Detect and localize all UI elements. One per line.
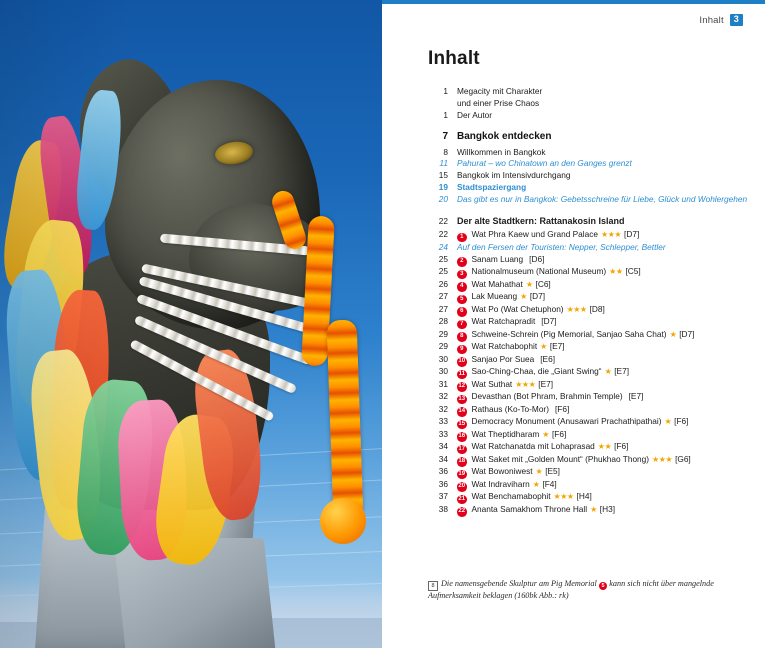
rating-stars: ★ <box>604 367 612 377</box>
map-marker-icon: 17 <box>457 445 467 455</box>
toc-page: 22 <box>438 229 448 240</box>
map-grid-ref: [H4] <box>576 491 592 502</box>
toc-label: Wat Mahathat <box>471 278 523 289</box>
toc-page: 34 <box>438 441 448 452</box>
toc-row[interactable] <box>428 329 738 342</box>
toc-page: 1 <box>443 109 448 120</box>
toc-row[interactable] <box>428 229 738 242</box>
toc-label: Wat Po (Wat Chetuphon) <box>471 303 564 314</box>
map-grid-ref: [E7] <box>538 378 554 389</box>
toc-label: Megacity mit Charakter <box>457 86 543 96</box>
toc-page: 29 <box>438 328 448 339</box>
toc-label: Schweine-Schrein (Pig Memorial, Sanjao Saha Chat) <box>471 328 667 339</box>
toc-label: Der alte Stadtkern: Rattanakosin Island <box>457 215 625 226</box>
toc-page: 28 <box>438 316 448 327</box>
toc-label: Bangkok entdecken <box>457 131 552 143</box>
map-marker-icon: 2 <box>457 257 467 267</box>
running-head-label: Inhalt <box>699 14 724 26</box>
toc-row[interactable] <box>428 254 738 267</box>
toc-row[interactable] <box>428 266 738 279</box>
rating-stars: ★ <box>590 504 597 514</box>
map-marker-icon: 7 <box>457 320 467 330</box>
rating-stars: ★ <box>525 279 533 289</box>
toc-row[interactable] <box>428 479 738 492</box>
page-number: 3 <box>730 14 743 26</box>
map-grid-ref: [D7] <box>529 291 546 302</box>
toc-label: Lak Mueang <box>471 291 518 302</box>
toc-page: 15 <box>438 170 448 181</box>
map-marker-icon: 4 <box>457 282 467 292</box>
toc-label: Bangkok im Intensivdurchgang <box>457 170 571 181</box>
toc-row-highlight[interactable] <box>428 182 738 194</box>
toc-label: Willkommen in Bangkok <box>457 146 546 157</box>
toc-label: Wat Benchamabophit <box>471 491 551 502</box>
photo-number-icon: 8 <box>428 581 438 591</box>
map-grid-ref: [D7] <box>541 316 557 327</box>
rating-stars: ★ <box>535 467 543 477</box>
toc-row[interactable] <box>428 466 738 479</box>
toc-page: 25 <box>438 253 448 264</box>
map-grid-ref: [C6] <box>535 278 551 289</box>
toc-row[interactable] <box>428 316 738 329</box>
toc-page: 38 <box>438 503 448 514</box>
toc-row[interactable] <box>428 416 738 429</box>
toc-label: Das gibt es nur in Bangkok: Gebetsschreine für Liebe, Glück und Wohlergehen <box>457 193 748 204</box>
map-marker-icon: 3 <box>457 270 467 280</box>
rating-stars: ★★★ <box>601 230 622 240</box>
rating-stars: ★ <box>669 329 677 339</box>
map-grid-ref: [D7] <box>624 229 640 240</box>
toc-row[interactable] <box>428 304 738 317</box>
content-panel <box>382 0 765 648</box>
rating-stars: ★★★ <box>652 454 673 464</box>
map-grid-ref: [D7] <box>679 328 695 339</box>
caption-text-after: kann sich nicht über mangelnde Aufmerksamkeit beklagen (160bk Abb.: rk) <box>428 579 714 601</box>
toc-page: 34 <box>438 453 448 464</box>
map-grid-ref: [E7] <box>549 341 565 352</box>
map-marker-icon: 1 <box>457 233 467 243</box>
map-grid-ref: [F6] <box>551 428 567 439</box>
toc-row[interactable] <box>428 354 738 367</box>
header-rule <box>382 0 765 4</box>
toc-page: 33 <box>438 416 448 427</box>
toc-page: 36 <box>438 478 448 489</box>
toc-label: und einer Prise Chaos <box>457 97 540 108</box>
toc-label: Wat Suthat <box>471 378 513 389</box>
toc-label: Wat Ratchabophit <box>471 341 538 352</box>
map-marker-icon: 20 <box>457 482 467 492</box>
rating-stars: ★ <box>664 417 672 427</box>
map-marker-icon: 15 <box>457 420 467 430</box>
toc-row[interactable] <box>428 429 738 442</box>
map-grid-ref: [H3] <box>599 503 615 514</box>
map-grid-ref: [E7] <box>614 366 629 377</box>
toc-label: Wat Phra Kaew und Grand Palace <box>471 229 599 240</box>
toc-page: 8 <box>443 146 448 157</box>
caption-text-before: Die namensgebende Skulptur am Pig Memorial <box>441 579 597 588</box>
rating-stars: ★★★ <box>566 304 587 314</box>
toc-row[interactable] <box>428 366 738 379</box>
toc-page: 11 <box>439 158 448 169</box>
map-grid-ref: [E5] <box>545 466 560 477</box>
table-of-contents <box>428 86 748 516</box>
toc-label: Democracy Monument (Anusawari Prachathipathai) <box>471 416 662 427</box>
rating-stars: ★ <box>542 429 549 439</box>
map-grid-ref: [F6] <box>614 441 629 452</box>
map-marker-icon: 10 <box>457 357 467 367</box>
map-grid-ref: [E7] <box>628 391 644 402</box>
toc-label: Auf den Fersen der Touristen: Nepper, Schlepper, Bettler <box>457 241 666 252</box>
toc-row[interactable] <box>428 291 738 304</box>
toc-row[interactable] <box>428 404 738 417</box>
rating-stars: ★ <box>532 479 540 489</box>
rating-stars: ★★★ <box>553 492 574 502</box>
toc-row[interactable] <box>428 279 738 292</box>
running-head <box>699 14 743 26</box>
toc-page: 27 <box>438 303 448 314</box>
toc-label: Wat Indraviharn <box>471 478 530 489</box>
toc-label: Nationalmuseum (National Museum) <box>471 266 607 277</box>
rating-stars: ★ <box>520 292 527 302</box>
map-grid-ref: [F6] <box>674 416 689 427</box>
map-grid-ref: [G6] <box>675 453 691 464</box>
map-marker-icon: 9 <box>457 345 467 355</box>
toc-row[interactable] <box>428 504 738 517</box>
map-marker-icon: 22 <box>457 507 467 517</box>
map-marker-icon: 6 <box>457 307 467 317</box>
map-marker-icon: 21 <box>457 495 467 505</box>
toc-row[interactable] <box>428 441 738 454</box>
toc-row-highlight[interactable] <box>428 158 738 170</box>
toc-page: 31 <box>438 378 448 389</box>
toc-row[interactable] <box>428 454 738 467</box>
rating-stars: ★★ <box>597 442 612 452</box>
map-marker-icon: 18 <box>457 457 467 467</box>
toc-page: 26 <box>438 278 448 289</box>
toc-page: 1 <box>443 86 448 96</box>
toc-page: 22 <box>438 215 448 226</box>
rating-stars: ★ <box>540 342 547 352</box>
toc-section-row[interactable] <box>428 130 738 144</box>
map-marker-icon: 5 <box>599 582 608 591</box>
photo-panel <box>0 0 382 648</box>
map-marker-icon: 5 <box>457 295 467 305</box>
toc-row[interactable] <box>428 341 738 354</box>
map-marker-icon: 11 <box>457 370 467 380</box>
toc-page: 37 <box>438 491 448 502</box>
toc-page: 32 <box>438 403 448 414</box>
map-grid-ref: [D8] <box>589 303 605 314</box>
pig-memorial-statue <box>10 20 340 490</box>
toc-row[interactable] <box>428 110 738 122</box>
toc-label: Rathaus (Ko-To-Mor) <box>471 403 549 414</box>
toc-label: Stadtspaziergang <box>457 181 527 192</box>
toc-row[interactable] <box>428 391 738 404</box>
rating-stars: ★★★ <box>515 379 536 389</box>
toc-row-highlight[interactable] <box>428 242 738 254</box>
toc-label: Wat Ratchanatda mit Lohaprasad <box>471 441 595 452</box>
toc-label: Wat Ratchapradit <box>471 316 536 327</box>
toc-label: Sanam Luang <box>471 253 524 264</box>
map-grid-ref: [C5] <box>625 266 641 277</box>
toc-label: Pahurat – wo Chinatown an den Ganges grenzt <box>457 158 632 169</box>
map-grid-ref: [F6] <box>554 403 570 414</box>
map-marker-icon: 14 <box>457 407 467 417</box>
toc-page: 24 <box>438 241 448 252</box>
toc-label: Ananta Samakhom Throne Hall <box>471 503 588 514</box>
toc-label: Der Autor <box>457 109 493 120</box>
toc-row[interactable] <box>428 491 738 504</box>
toc-page: 7 <box>442 131 448 143</box>
toc-page: 36 <box>438 466 448 477</box>
page-title: Inhalt <box>428 48 480 69</box>
map-grid-ref: [E6] <box>540 353 555 364</box>
toc-page: 32 <box>438 391 448 402</box>
map-marker-icon: 13 <box>457 395 467 405</box>
toc-page: 25 <box>438 266 448 277</box>
map-marker-icon: 8 <box>457 332 467 342</box>
marigold-ball <box>320 498 366 544</box>
toc-row[interactable] <box>428 98 738 110</box>
toc-page: 30 <box>438 353 448 364</box>
toc-page: 19 <box>438 181 448 192</box>
toc-label: Wat Theptidharam <box>471 428 540 439</box>
photo-caption <box>428 578 728 603</box>
toc-row-highlight[interactable] <box>428 193 748 206</box>
toc-row[interactable] <box>428 147 738 159</box>
map-marker-icon: 16 <box>457 432 467 442</box>
rating-stars: ★★ <box>609 267 623 277</box>
toc-page: 27 <box>438 291 448 302</box>
toc-label: Sanjao Por Suea <box>471 353 535 364</box>
toc-label: Wat Saket mit „Golden Mount“ (Phukhao Thong) <box>471 453 650 464</box>
toc-label: Devasthan (Bot Phram, Brahmin Temple) <box>471 391 623 402</box>
map-grid-ref: [D6] <box>529 253 545 264</box>
map-marker-icon: 19 <box>457 470 467 480</box>
toc-subsection-row[interactable] <box>428 215 738 228</box>
toc-row[interactable] <box>428 86 738 98</box>
toc-page: 29 <box>438 341 448 352</box>
map-grid-ref: [F4] <box>542 478 557 489</box>
toc-page: 30 <box>438 366 448 377</box>
toc-page: 33 <box>438 428 448 439</box>
toc-label: Sao-Ching-Chaa, die „Giant Swing“ <box>471 366 602 377</box>
toc-row[interactable] <box>428 170 738 182</box>
toc-page: 20 <box>438 193 448 204</box>
map-marker-icon: 12 <box>457 382 467 392</box>
toc-label: Wat Bowoniwest <box>471 466 533 477</box>
toc-row[interactable] <box>428 379 738 392</box>
